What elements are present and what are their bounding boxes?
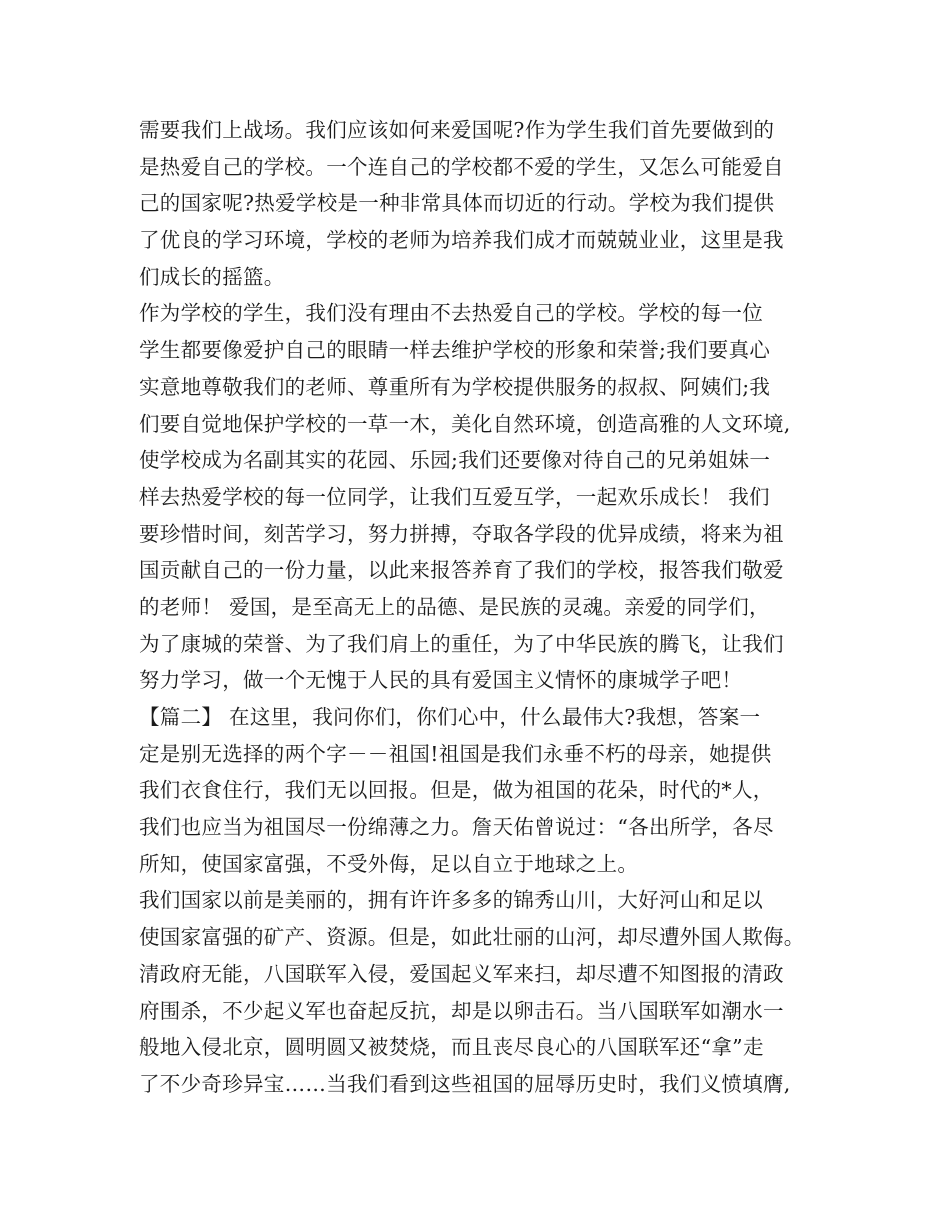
text-line: 学生都要像爱护自己的眼睛一样去维护学校的形象和荣誉;我们要真心 [139, 338, 771, 363]
text-line: 府围杀，不少起义军也奋起反抗，却是以卵击石。当八国联军如潮水一 [139, 998, 784, 1023]
text-line: 的老师！ 爱国，是至高无上的品德、是民族的灵魂。亲爱的同学们， [139, 594, 770, 619]
text-line: 们成长的摇篮。 [139, 264, 285, 289]
text-line: 们要自觉地保护学校的一草一木，美化自然环境，创造高雅的人文环境, [139, 411, 791, 436]
text-line: 了不少奇珍异宝……当我们看到这些祖国的屈辱历史时，我们义愤填膺, [139, 1071, 791, 1096]
text-line: 样去热爱学校的每一位同学，让我们互爱互学，一起欢乐成长！ 我们 [139, 484, 770, 509]
text-line: 作为学校的学生，我们没有理由不去热爱自己的学校。学校的每一位 [139, 301, 763, 326]
body-text [139, 112, 839, 1103]
text-line: 为了康城的荣誉、为了我们肩上的重任，为了中华民族的腾飞，让我们 [139, 631, 784, 656]
text-line: 需要我们上战场。我们应该如何来爱国呢?作为学生我们首先要做到的 [139, 118, 775, 142]
text-line: 要珍惜时间，刻苦学习，努力拼搏，夺取各学段的优异成绩，将来为祖 [139, 521, 784, 546]
text-line: 使学校成为名副其实的花园、乐园;我们还要像对待自己的兄弟姐妹一 [139, 448, 771, 473]
text-line: 般地入侵北京，圆明圆又被焚烧，而且丧尽良心的八国联军还“拿”走 [139, 1035, 764, 1060]
text-line: 是热爱自己的学校。一个连自己的学校都不爱的学生，又怎么可能爱自 [139, 154, 784, 179]
text-line: 清政府无能，八国联军入侵，爱国起义军来扫，却尽遭不知图报的清政 [139, 961, 784, 986]
text-line: 国贡献自己的一份力量，以此来报答养育了我们的学校，报答我们敬爱 [139, 558, 784, 583]
text-line: 我们衣食住行，我们无以回报。但是，做为祖国的花朵，时代的*人， [139, 778, 774, 803]
text-line: 所知，使国家富强，不受外侮，足以自立于地球之上。 [139, 851, 639, 876]
text-line: 我们国家以前是美丽的，拥有许许多多的锦秀山川，大好河山和足以 [139, 888, 763, 913]
text-line: 使国家富强的矿产、资源。但是，如此壮丽的山河，却尽遭外国人欺侮。 [139, 925, 805, 950]
text-line: 努力学习，做一个无愧于人民的具有爱国主义情怀的康城学子吧！ [139, 668, 743, 693]
text-line: 定是别无选择的两个字－－祖国!祖国是我们永垂不朽的母亲，她提供 [139, 741, 772, 766]
text-line: 实意地尊敬我们的老师、尊重所有为学校提供服务的叔叔、阿姨们;我 [139, 374, 771, 399]
text-line: 了优良的学习环境，学校的老师为培养我们成才而兢兢业业，这里是我 [139, 228, 784, 253]
text-line: 我们也应当为祖国尽一份绵薄之力。詹天佑曾说过：“各出所学，各尽 [139, 815, 774, 840]
text-line: 己的国家呢?热爱学校是一种非常具体而切近的行动。学校为我们提供 [139, 191, 775, 216]
text-line: 【篇二】 在这里，我问你们，你们心中，什么最伟大?我想，答案一 [139, 705, 761, 729]
